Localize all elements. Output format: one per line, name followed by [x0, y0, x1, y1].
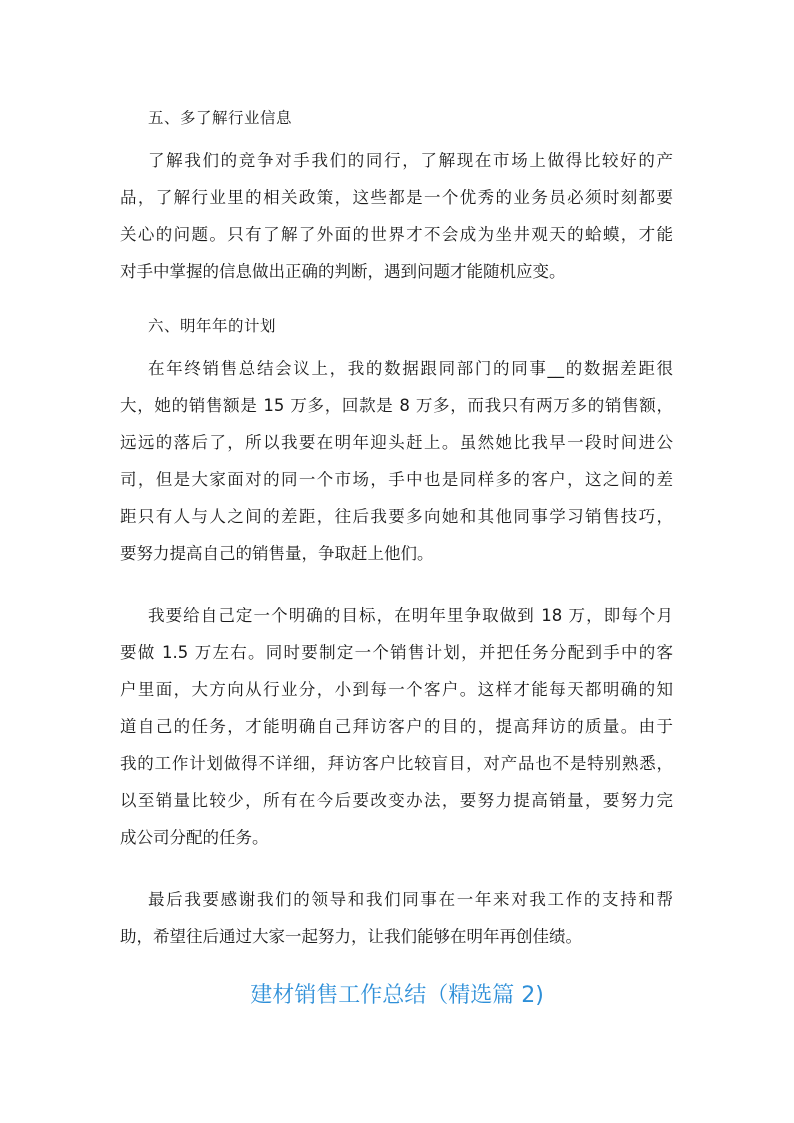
section-6-para-2-line-2: 要做 1.5 万左右。同时要制定一个销售计划，并把任务分配到手中的客	[120, 643, 673, 662]
section-5-line-1: 了解我们的竞争对手我们的同行，了解现在市场上做得比较好的产	[148, 151, 673, 170]
section-6-para-3-line-2: 助，希望往后通过大家一起努力，让我们能够在明年再创佳绩。	[120, 927, 582, 946]
section-6-para-1-line-1: 在年终销售总结会议上，我的数据跟同部门的同事__的数据差距很	[148, 359, 673, 378]
section-6-para-3-line-1: 最后我要感谢我们的领导和我们同事在一年来对我工作的支持和帮	[148, 890, 673, 909]
section-6-para-2-line-7: 成公司分配的任务。	[120, 828, 269, 847]
next-article-title: 建材销售工作总结（精选篇 2)	[250, 983, 544, 1008]
section-6-para-2-line-5: 我的工作计划做得不详细，拜访客户比较盲目，对产品也不是特别熟悉，	[120, 754, 673, 773]
section-6-para-2-line-6: 以至销量比较少，所有在今后要改变办法，要努力提高销量，要努力完	[120, 791, 673, 810]
section-6-para-1-line-2: 大，她的销售额是 15 万多，回款是 8 万多，而我只有两万多的销售额，	[120, 396, 673, 415]
section-6-para-2-line-1: 我要给自己定一个明确的目标，在明年里争取做到 18 万，即每个月	[148, 606, 673, 625]
section-5-line-2: 品，了解行业里的相关政策，这些都是一个优秀的业务员必须时刻都要	[120, 188, 673, 207]
section-6-para-1-line-4: 司，但是大家面对的同一个市场，手中也是同样多的客户，这之间的差	[120, 470, 673, 489]
section-5-heading: 五、多了解行业信息	[148, 109, 293, 127]
section-5-line-3: 关心的问题。只有了解了外面的世界才不会成为坐井观天的蛤蟆，才能	[120, 225, 673, 244]
section-5-line-4: 对手中掌握的信息做出正确的判断，遇到问题才能随机应变。	[120, 262, 566, 281]
section-6-heading: 六、明年年的计划	[148, 317, 277, 335]
section-6-para-2-line-4: 道自己的任务，才能明确自己拜访客户的目的，提高拜访的质量。由于	[120, 717, 673, 736]
section-6-para-1-line-6: 要努力提高自己的销售量，争取赶上他们。	[120, 544, 434, 563]
section-6-para-1-line-5: 距只有人与人之间的差距，往后我要多向她和其他同事学习销售技巧，	[120, 507, 673, 526]
section-6-para-2-line-3: 户里面，大方向从行业分，小到每一个客户。这样才能每天都明确的知	[120, 680, 673, 699]
section-6-para-1-line-3: 远远的落后了，所以我要在明年迎头赶上。虽然她比我早一段时间进公	[120, 433, 673, 452]
